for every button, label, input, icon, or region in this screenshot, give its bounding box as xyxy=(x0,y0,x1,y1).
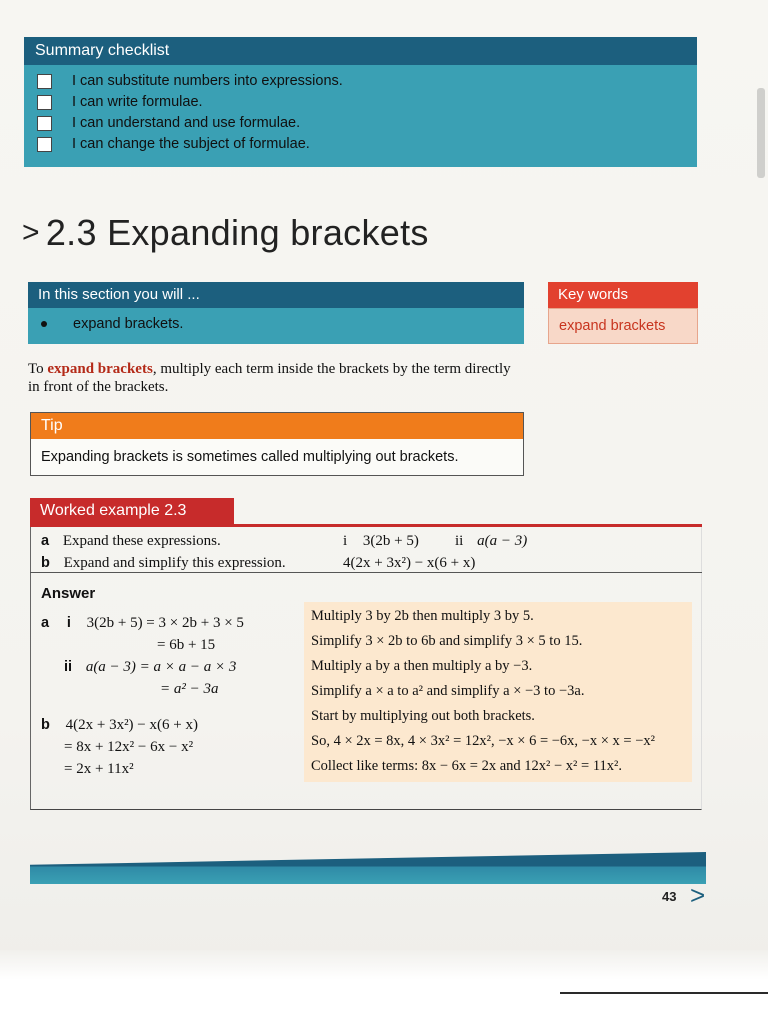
note-line: Simplify 3 × 2b to 6b and simplify 3 × 5 to 15. xyxy=(311,633,583,649)
worked-example-title: Worked example 2.3 xyxy=(30,498,234,524)
surface-edge xyxy=(560,992,768,994)
note-line: Simplify a × a to a² and simplify a × −3 to −3a. xyxy=(311,683,585,699)
key-words-title: Key words xyxy=(548,282,698,308)
checklist xyxy=(24,71,697,155)
next-page-chevron-icon[interactable]: > xyxy=(690,880,706,910)
part-label: i xyxy=(343,533,348,549)
question-a xyxy=(41,531,221,551)
question-divider xyxy=(30,572,702,573)
key-word-item[interactable]: expand brackets xyxy=(548,308,698,344)
section-title: 2.3 Expanding brackets xyxy=(45,212,429,253)
page-edge-tab xyxy=(757,88,765,178)
working-label: a xyxy=(41,615,50,631)
note-line: So, 4 × 2x = 8x, 4 × 3x² = 12x², −x × 6 = −6x, −x × x = −x² xyxy=(311,733,655,749)
note-line: Start by multiplying out both brackets. xyxy=(311,708,535,724)
question-text: Expand and simplify this expression. xyxy=(63,555,286,571)
note-line: Multiply 3 by 2b then multiply 3 by 5. xyxy=(311,608,534,624)
question-b-expression: 4(2x + 3x²) − x(6 + x) xyxy=(343,555,476,571)
working-a-ii-line-2 xyxy=(160,679,219,699)
working-b-line-1 xyxy=(41,715,198,735)
in-this-section-title: In this section you will ... xyxy=(28,282,524,308)
question-a-part-i xyxy=(343,531,419,551)
explanation-notes xyxy=(304,602,692,782)
question-a-part-ii xyxy=(455,531,527,551)
working-expression: 4(2x + 3x²) − x(6 + x) xyxy=(65,717,198,733)
checklist-item[interactable] xyxy=(24,113,697,134)
objective-item xyxy=(28,308,524,340)
footer-bar xyxy=(30,852,706,884)
checkbox-icon[interactable] xyxy=(37,95,52,110)
question-label: a xyxy=(41,533,50,549)
summary-checklist xyxy=(24,37,697,167)
question-b xyxy=(41,553,286,573)
part-expression: a(a − 3) xyxy=(477,533,528,549)
checklist-item-label: I can change the subject of formulae. xyxy=(72,136,310,152)
working-sublabel: i xyxy=(66,615,71,631)
working-a-ii-line-1 xyxy=(64,657,236,677)
checklist-item[interactable] xyxy=(24,134,697,155)
worked-example-rule xyxy=(30,524,702,527)
working-expression: a(a − 3) = a × a − a × 3 xyxy=(85,659,237,675)
bullet-icon xyxy=(41,321,47,327)
in-this-section-box xyxy=(28,282,524,344)
checklist-item-label: I can understand and use formulae. xyxy=(72,115,301,131)
working-label: b xyxy=(41,717,50,733)
working-b-line-2: = 8x + 12x² − 6x − x² xyxy=(64,739,194,755)
intro-paragraph xyxy=(28,360,518,396)
note-line: Multiply a by a then multiply a by −3. xyxy=(311,658,533,674)
intro-text: , multiply each term inside the brackets by the term directly in front of the brackets. xyxy=(28,361,511,395)
section-heading xyxy=(22,212,429,254)
question-text: Expand these expressions. xyxy=(62,533,221,549)
objective-label: expand brackets. xyxy=(73,316,184,332)
note-line: Collect like terms: 8x − 6x = 2x and 12x² − x² = 11x². xyxy=(311,758,623,774)
intro-keyword: expand brackets xyxy=(47,361,153,377)
summary-checklist-title: Summary checklist xyxy=(24,37,697,65)
working-expression: 3(2b + 5) = 3 × 2b + 3 × 5 xyxy=(86,615,244,631)
working-sublabel: ii xyxy=(64,659,73,675)
page-bottom-margin xyxy=(0,950,768,1024)
chevron-right-icon: > xyxy=(22,216,40,249)
question-label: b xyxy=(41,555,50,571)
part-expression: 3(2b + 5) xyxy=(362,533,419,549)
checkbox-icon[interactable] xyxy=(37,137,52,152)
part-label: ii xyxy=(455,533,464,549)
tip-box xyxy=(30,412,524,476)
tip-title: Tip xyxy=(31,413,523,439)
working-a-i-line-2: = 6b + 15 xyxy=(157,637,216,653)
working-b-line-3: = 2x + 11x² xyxy=(64,761,134,777)
checklist-item[interactable] xyxy=(24,92,697,113)
checklist-item-label: I can write formulae. xyxy=(72,94,203,110)
checkbox-icon[interactable] xyxy=(37,74,52,89)
working-a-i-line-1 xyxy=(41,613,244,633)
checklist-item-label: I can substitute numbers into expressions. xyxy=(72,73,343,89)
intro-text: To xyxy=(28,361,48,377)
checklist-item[interactable] xyxy=(24,71,697,92)
key-words-box xyxy=(548,282,698,344)
checkbox-icon[interactable] xyxy=(37,116,52,131)
working-expression: = a² − 3a xyxy=(160,681,219,697)
answer-label: Answer xyxy=(41,585,96,602)
page-number: 43 xyxy=(662,889,677,904)
tip-text: Expanding brackets is sometimes called multiplying out brackets. xyxy=(41,449,459,465)
